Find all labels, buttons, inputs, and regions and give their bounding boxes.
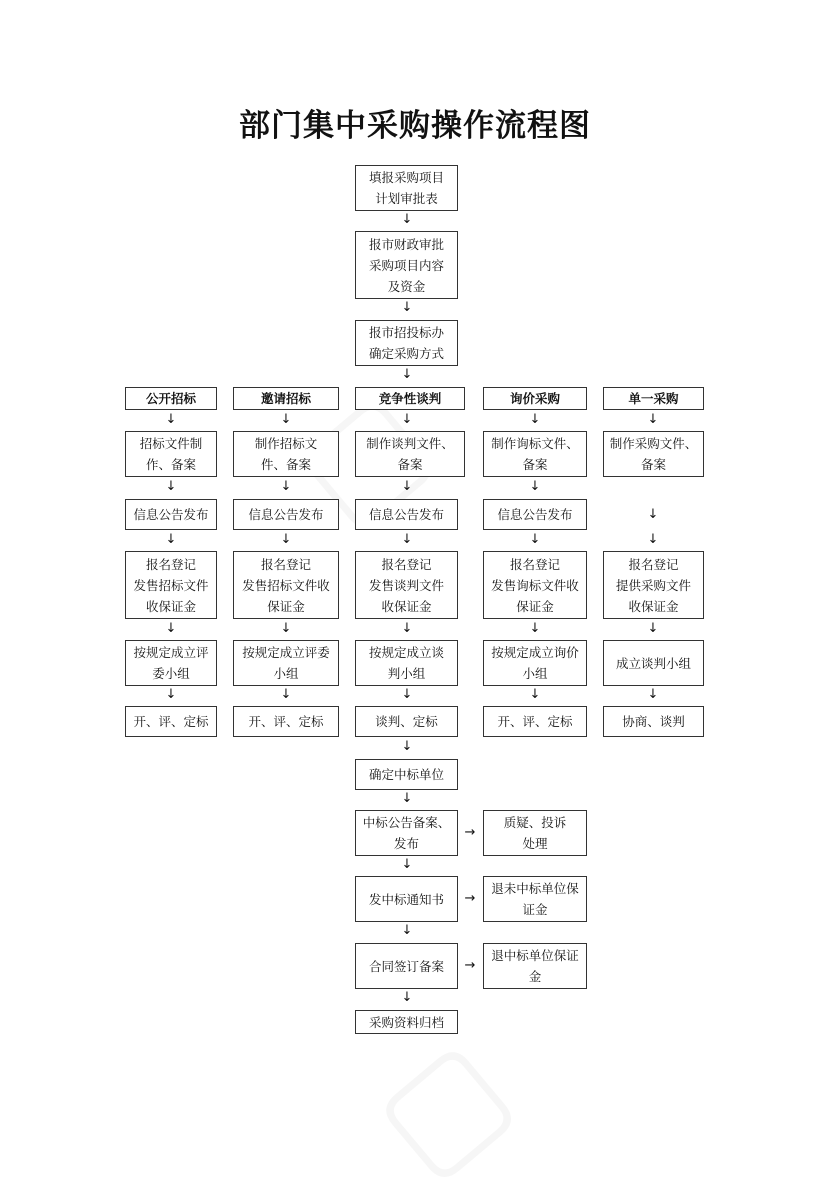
registration-box: 报名登记 提供采购文件 收保证金: [603, 551, 704, 619]
arrow-down: ↓: [401, 212, 413, 227]
arrow-down: ↓: [647, 507, 659, 522]
arrow-down: ↓: [529, 621, 541, 636]
arrow-down: ↓: [401, 923, 413, 938]
arrow-down: ↓: [165, 621, 177, 636]
arrow-down: ↓: [401, 687, 413, 702]
registration-box: 报名登记 发售询标文件收 保证金: [483, 551, 587, 619]
determine-winner-box: 确定中标单位: [355, 759, 458, 790]
arrow-down: ↓: [165, 532, 177, 547]
bidding-office-method-box: 报市招投标办 确定采购方式: [355, 320, 458, 366]
announcement-box: 信息公告发布: [233, 499, 339, 530]
arrow-down: ↓: [401, 367, 413, 382]
arrow-down: ↓: [401, 532, 413, 547]
registration-box: 报名登记 发售谈判文件 收保证金: [355, 551, 458, 619]
announcement-box: 信息公告发布: [125, 499, 217, 530]
arrow-down: ↓: [647, 621, 659, 636]
arrow-down: ↓: [401, 300, 413, 315]
fill-approval-form-box: 填报采购项目 计划审批表: [355, 165, 458, 211]
panel-setup-box: 按规定成立评 委小组: [125, 640, 217, 686]
arrow-down: ↓: [280, 479, 292, 494]
arrow-down: ↓: [165, 479, 177, 494]
negotiate-box: 协商、谈判: [603, 706, 704, 737]
refund-winner-deposit-box: 退中标单位保证 金: [483, 943, 587, 989]
registration-box: 报名登记 发售招标文件 收保证金: [125, 551, 217, 619]
panel-setup-box: 成立谈判小组: [603, 640, 704, 686]
contract-filing-box: 合同签订备案: [355, 943, 458, 989]
arrow-down: ↓: [401, 739, 413, 754]
prepare-docs-box: 制作采购文件、 备案: [603, 431, 704, 477]
finance-approval-box: 报市财政审批 采购项目内容 及资金: [355, 231, 458, 299]
prepare-docs-box: 制作询标文件、 备案: [483, 431, 587, 477]
arrow-down: ↓: [529, 412, 541, 427]
arrow-right: →: [464, 958, 476, 973]
arrow-right: →: [464, 891, 476, 906]
arrow-down: ↓: [280, 621, 292, 636]
arrow-down: ↓: [401, 990, 413, 1005]
method-inquiry-procurement: 询价采购: [483, 387, 587, 410]
arrow-down: ↓: [401, 621, 413, 636]
arrow-down: ↓: [280, 412, 292, 427]
arrow-down: ↓: [647, 532, 659, 547]
award-box: 开、评、定标: [483, 706, 587, 737]
archive-box: 采购资料归档: [355, 1010, 458, 1034]
arrow-down: ↓: [165, 687, 177, 702]
arrow-down: ↓: [401, 857, 413, 872]
winner-announcement-box: 中标公告备案、 发布: [355, 810, 458, 856]
arrow-down: ↓: [280, 532, 292, 547]
method-public-bidding: 公开招标: [125, 387, 217, 410]
award-box: 谈判、定标: [355, 706, 458, 737]
arrow-down: ↓: [529, 532, 541, 547]
announcement-box: 信息公告发布: [355, 499, 458, 530]
prepare-docs-box: 制作谈判文件、 备案: [355, 431, 465, 477]
method-single-source: 单一采购: [603, 387, 704, 410]
arrow-down: ↓: [401, 412, 413, 427]
panel-setup-box: 按规定成立询价 小组: [483, 640, 587, 686]
method-competitive-negotiation: 竞争性谈判: [355, 387, 465, 410]
complaint-handling-box: 质疑、投诉 处理: [483, 810, 587, 856]
page-title: 部门集中采购操作流程图: [239, 108, 591, 144]
method-invited-bidding: 邀请招标: [233, 387, 339, 410]
award-box: 开、评、定标: [233, 706, 339, 737]
award-notice-box: 发中标通知书: [355, 876, 458, 922]
arrow-down: ↓: [647, 412, 659, 427]
arrow-down: ↓: [647, 687, 659, 702]
arrow-right: →: [464, 825, 476, 840]
arrow-down: ↓: [401, 479, 413, 494]
watermark: [346, 1008, 538, 1203]
arrow-down: ↓: [280, 687, 292, 702]
panel-setup-box: 按规定成立谈 判小组: [355, 640, 458, 686]
prepare-docs-box: 制作招标文 件、备案: [233, 431, 339, 477]
arrow-down: ↓: [529, 687, 541, 702]
panel-setup-box: 按规定成立评委 小组: [233, 640, 339, 686]
arrow-down: ↓: [401, 791, 413, 806]
award-box: 开、评、定标: [125, 706, 217, 737]
announcement-box: 信息公告发布: [483, 499, 587, 530]
arrow-down: ↓: [165, 412, 177, 427]
arrow-down: ↓: [529, 479, 541, 494]
refund-losers-deposit-box: 退未中标单位保 证金: [483, 876, 587, 922]
registration-box: 报名登记 发售招标文件收 保证金: [233, 551, 339, 619]
prepare-docs-box: 招标文件制 作、备案: [125, 431, 217, 477]
